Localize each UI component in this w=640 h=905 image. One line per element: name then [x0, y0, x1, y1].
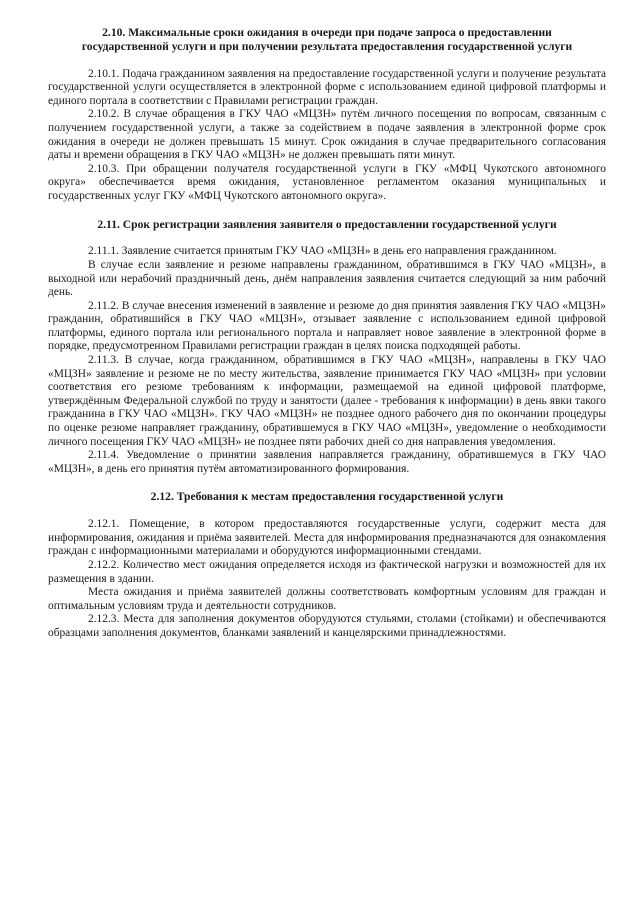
paragraph: 2.12.1. Помещение, в котором предоставляются государственные услуги, содержит места для информирования, ожидания и приёма заявителей. Места для информирования предназначаются для ознакомления граждан с информационными материалами и оборудуются информационными стендами. — [48, 518, 606, 558]
paragraph: 2.12.3. Места для заполнения документов оборудуются стульями, столами (стойками) и обеспечиваются образцами заполнения документов, бланками заявлений и канцелярскими принадлежностями. — [48, 613, 606, 639]
paragraph: 2.10.1. Подача гражданином заявления на предоставление государственной услуги и получение результата государственной услуги осуществляется в электронной форме с использованием единой цифровой платформы и единого портала в соответствии с Правилами регистрации граждан. — [48, 67, 607, 107]
section-2-10 — [48, 26, 606, 204]
paragraph: 2.10.3. При обращении получателя государственной услуги в ГКУ «МФЦ Чукотского автономного округа» обеспечивается время ожидания, установленное регламентом оказания муниципальных и государственных услуг ГКУ «МФЦ Чукотского автономного округа». — [48, 162, 606, 202]
section-heading: 2.11. Срок регистрации заявления заявителя о предоставлении государственной услуги — [97, 217, 557, 231]
paragraph: 2.11.2. В случае внесения изменений в заявление и резюме до дня принятия заявления ГКУ ЧАО «МЦЗН» гражданин, обратившийся в ГКУ ЧАО «МЦЗН», отзывает заявление с использованием единой цифровой платформы, единого портала или регионального портала и направляет новое заявление в электронной форме в порядке, предусмотренном Правилами регистрации граждан в целях поиска подходящей работы. — [48, 299, 606, 353]
section-2-12 — [48, 490, 606, 640]
paragraph: В случае если заявление и резюме направлены гражданином, обратившимся в ГКУ ЧАО «МЦЗН», в выходной или нерабочий праздничный день, днём направления заявления считается следующий за ним рабочий день. — [48, 258, 606, 299]
section-heading: 2.10. Максимальные сроки ожидания в очереди при подаче запроса о предоставлении государственной услуги и при получении результата предоставления государственной услуги — [81, 26, 573, 53]
section-2-11 — [48, 218, 606, 477]
paragraph: 2.10.2. В случае обращения в ГКУ ЧАО «МЦЗН» путём личного посещения по вопросам, связанным с получением государственной услуги, а также за содействием в подаче заявления в электронной форме срок ожидания в очереди не должен превышать 15 минут. Срок ожидания в случае предварительного согласования даты и времени обращения в ГКУ ЧАО «МЦЗН» не должен превышать пяти минут. — [48, 108, 606, 162]
paragraph: 2.11.1. Заявление считается принятым ГКУ ЧАО «МЦЗН» в день его направления гражданином. — [88, 245, 557, 258]
paragraph: 2.11.3. В случае, когда гражданином, обратившимся в ГКУ ЧАО «МЦЗН», направлены в ГКУ ЧАО «МЦЗН» заявление и резюме не по месту жительства, заявление принимается ГКУ ЧАО «МЦЗН» при условии соответствия его резюме требованиям к информации, размещаемой на единой цифровой платформе, утверждённым Федеральной службой по труду и занятости (далее - требования к информации) в день явки такого гражданина в ГКУ ЧАО «МЦЗН». ГКУ ЧАО «МЦЗН» не позднее одного рабочего дня по окончании процедуры по оценке резюме направляет гражданину, обратившемуся в ГКУ ЧАО «МЦЗН», уведомление о необходимости личного посещения ГКУ ЧАО «МЦЗН» не позднее пяти рабочих дней со дня направления уведомления. — [48, 354, 606, 448]
paragraph: 2.11.4. Уведомление о принятии заявления направляется гражданину, обратившемуся в ГКУ ЧАО «МЦЗН», в день его принятия путём автоматизированного формирования. — [48, 449, 606, 475]
section-heading: 2.12. Требования к местам предоставления государственной услуги — [150, 490, 504, 504]
paragraph: 2.12.2. Количество мест ожидания определяется исходя из фактической нагрузки и возможностей для их размещения в здании. — [48, 559, 606, 585]
paragraph: Места ожидания и приёма заявителей должны соответствовать комфортным условиям для граждан и оптимальным условиям труда и деятельности сотрудников. — [48, 586, 606, 612]
